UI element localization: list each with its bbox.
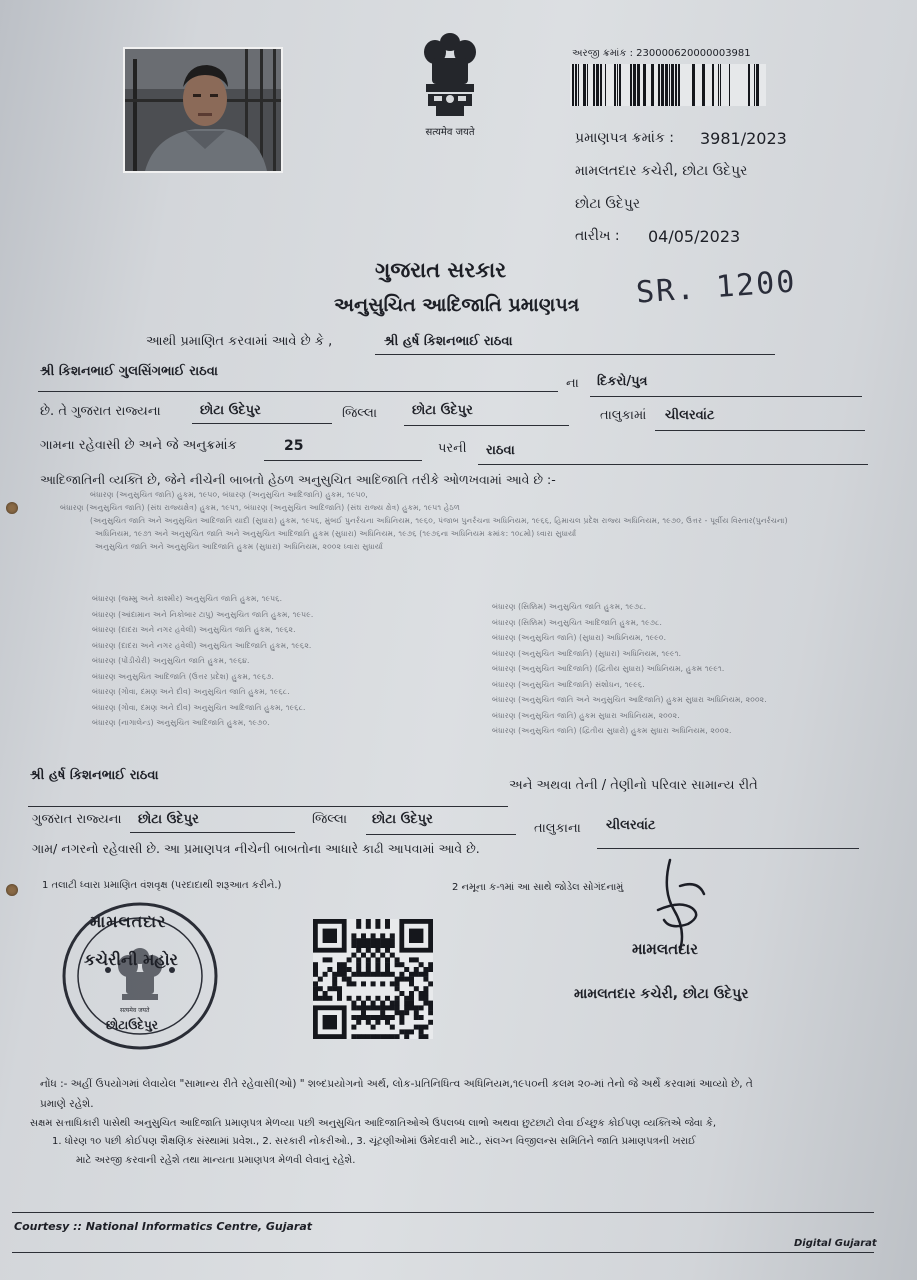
orders-left xyxy=(92,594,472,734)
barcode-bar xyxy=(614,64,616,106)
underline xyxy=(366,834,516,835)
underline xyxy=(130,832,295,833)
orders-top xyxy=(40,490,880,555)
note-line-5: માટે અરજી કરવાની રહેશે તથા માન્યતા પ્રમાણપત્ર મેળવી લેવાનું રહેશે. xyxy=(76,1155,356,1166)
order-line: બંધારણ (અનુસુચિત જાતિ) હુકમ સુધારા અધિનિયમ, ૨૦૦૨. xyxy=(492,710,680,720)
order-line: બંધારણ (પોંડીચેરી) અનુસુચિત જાતિ હુકમ, ૧૯૬૪. xyxy=(92,656,250,665)
order-line: બંધારણ (અનુસુચિત જાતિ) (સંઘ રાજ્યક્ષેત્ર) હુકમ, ૧૯૫૧, બંધારણ (અનુસુચિત આદિજાતિ) (સંઘ રાજ્ય ક્ષેત્ર) હુકમ, ૧૯૫૧ હેઠળ xyxy=(60,503,461,512)
office-seal xyxy=(60,900,220,1052)
order-line: બંધારણ (સિક્કિમ) અનુસુચિત જાતિ હુકમ, ૧૯૭૮. xyxy=(492,602,647,611)
barcode-bar xyxy=(718,64,719,106)
order-line: (અનુસુચિત જાતિ અને અનુસુચિત આદિજાતિ યાદી (સુધારા) હુકમ, ૧૯૫૬, મુંબઈ પુનર્રચના અધિનિયમ, ૧૯૬૦, પંજાબ પુનર્રચના અધિનિયમ, ૧૯૬૬, હિમાચલ પ્રદેશ રાજ્ય અધિનિયમ, ૧૯૭૦, ઉત્તર - પૂર્વીય વિસ્તાર(પુનર્રચના) xyxy=(90,516,788,525)
note-line-3: સક્ષમ સત્તાધિકારી પાસેથી અનુસુચિત આદિજાતિ પ્રમાણપત્ર મેળવ્યા પછી અનુસુચિત આદિજાતિઓએ ઉપલબ્ધ લાભો અથવા છુટછાટો લેવા ઈચ્છુક કોઈપણ વ્યક્તિએ જેવા કે, xyxy=(30,1118,717,1129)
village: છોટા ઉદેપુર xyxy=(200,403,261,418)
barcode-bar xyxy=(756,64,759,106)
barcode-bar xyxy=(617,64,618,106)
order-line: બંધારણ (અનુસુચિત જાતિ અને અનુસુચિત આદિજાતિ) હુકમ સુધારા અધિનિયમ, ૨૦૦૨. xyxy=(492,695,767,704)
barcode-bar xyxy=(671,64,674,106)
barcode-bar xyxy=(596,64,599,106)
emblem-motto: सत्यमेव जयते xyxy=(425,127,475,138)
certificate-title: અનુસુચિત આદિજાતિ પ્રમાણપત્ર xyxy=(334,294,580,316)
note-line-1: નોંધ :- અહીં ઉપયોગમાં લેવાયેલ "સામાન્ય રીતે રહેવાસી(ઓ) " શબ્દપ્રયોગનો અર્થ, લોક-પ્રતિનિધિત્વ અધિનિયમ,૧૯૫૦ની કલમ ૨૦-માં તેનો જે અર્થે કરવામાં આવ્યો છે, તે xyxy=(40,1078,753,1090)
barcode-bar xyxy=(702,64,705,106)
order-line: બંધારણ (અનુસુચિત આદિજાતિ) (દ્વિતીય સુધારા) અધિનિયમ, હુકમ ૧૯૯૧. xyxy=(492,664,725,673)
barcode-bar xyxy=(583,64,586,106)
underline xyxy=(478,464,868,465)
seal-top-text: મામલતદાર xyxy=(90,912,167,931)
certificate-number-label: પ્રમાણપત્ર ક્રમાંક : xyxy=(575,130,675,146)
lion-capital-icon xyxy=(408,28,492,120)
family-text: અને અથવા તેની / તેણીનો પરિવાર સામાન્ય રીતે xyxy=(509,778,758,793)
barcode-bar xyxy=(678,64,680,106)
father-name: શ્રી કિશનભાઈ ગુલસિંગભાઈ રાઠવા xyxy=(40,364,218,379)
district2: છોટા ઉદેપુર xyxy=(372,812,433,827)
underline xyxy=(590,396,862,397)
taluka2-label: તાલુકાના xyxy=(534,821,581,836)
district: છોટા ઉદેપુર xyxy=(412,403,473,418)
order-line: બંધારણ (આંદામાન અને નિકોબાર ટાપુ) અનુસુચિત જાતિ હુકમ, ૧૯૫૯. xyxy=(92,609,314,619)
barcode-bar xyxy=(587,64,588,106)
basis-1: 1 તલાટી ધ્વારા પ્રમાણિત વંશવૃક્ષ (પરદાદાથી શરૂઆત કરીને.) xyxy=(42,880,282,891)
barcode-bar xyxy=(578,64,579,106)
issuing-place: છોટા ઉદેપુર xyxy=(575,196,641,212)
issue-text: ગામ/ નગરનો રહેવાસી છે. આ પ્રમાણપત્ર નીચેની બાબતોના આધારે કાઢી આપવામાં આવે છે. xyxy=(32,841,480,856)
basis-2: 2 નમૂના ક-૧માં આ સાથે જોડેલ સોગંદનામું xyxy=(452,882,624,893)
district-label: જિલ્લા xyxy=(342,406,378,421)
district2-label: જિલ્લા xyxy=(312,812,348,827)
underline xyxy=(28,806,508,807)
barcode xyxy=(570,64,766,106)
barcode-bar xyxy=(575,64,577,106)
barcode-bar xyxy=(643,64,646,106)
state-label: છે. તે ગુજરાત રાજ્યના xyxy=(40,404,161,419)
barcode-bar xyxy=(675,64,677,106)
national-emblem xyxy=(408,28,492,136)
order-line: બંધારણ (સિક્કિમ) અનુસુચિત આદિજાતિ હુકમ, ૧૯૭૮. xyxy=(492,617,663,627)
barcode-bar xyxy=(651,64,654,106)
barcode-bar xyxy=(720,64,721,106)
note-line-2: પ્રમાણે રહેશે. xyxy=(40,1098,94,1110)
serial-number: 25 xyxy=(284,438,304,454)
order-line: બંધારણ અનુસુચિત આદિજાતિ (ઉત્તર પ્રદેશ) હુકમ, ૧૯૬૭. xyxy=(92,671,275,681)
order-line: બંધારણ (ગોવા, દમણ અને દીવ) અનુસુચિત આદિજાતિ હુકમ, ૧૯૬૮. xyxy=(92,702,306,712)
order-line: બંધારણ (દાદરા અને નગર હવેલી) અનુસુચિત આદિજાતિ હુકમ, ૧૯૬૨. xyxy=(92,640,312,650)
underline xyxy=(375,354,775,355)
underline xyxy=(264,460,422,461)
issue-date: 04/05/2023 xyxy=(648,227,741,246)
of-label: ના xyxy=(566,376,579,391)
punch-hole xyxy=(6,884,18,896)
seal-middle-text: કચેરીની મહોર xyxy=(84,950,178,969)
footer-rule-bottom xyxy=(12,1252,874,1253)
resident-text: ગામના રહેવાસી છે અને જે અનુક્રમાંક xyxy=(40,438,237,453)
punch-hole xyxy=(6,502,18,514)
date-label: તારીખ : xyxy=(575,228,620,244)
state2-label: ગુજરાત રાજ્યના xyxy=(32,812,122,827)
qr-code xyxy=(313,919,433,1039)
footer-rule xyxy=(12,1212,874,1213)
underline xyxy=(192,423,332,424)
barcode-bar xyxy=(600,64,602,106)
taluka: ચીલરવાંટ xyxy=(665,408,715,423)
taluka2: ચીલરવાંટ xyxy=(606,818,656,833)
barcode-bar xyxy=(633,64,636,106)
barcode-bar xyxy=(754,64,755,106)
barcode-bar xyxy=(665,64,668,106)
seal-motto: सत्यमेव जयते xyxy=(120,1007,150,1014)
signatory-office: મામલતદાર કચેરી, છોટા ઉદેપુર xyxy=(574,986,749,1002)
village2: છોટા ઉદેપુર xyxy=(138,812,199,827)
handwritten-reference: SR. 1200 xyxy=(634,264,798,311)
courtesy-text: Courtesy :: National Informatics Centre, Gujarat xyxy=(14,1220,313,1233)
barcode-bar xyxy=(605,64,606,106)
taluka-label: તાલુકામાં xyxy=(600,408,647,423)
issuing-office: મામલતદાર કચેરી, છોટા ઉદેપુર xyxy=(575,163,748,179)
application-number: અરજી ક્રમાંક : 230000620000003981 xyxy=(572,48,751,59)
certificate-number: 3981/2023 xyxy=(700,129,787,148)
order-line: બંધારણ (જમ્મુ અને કાશ્મીર) અનુસુચિત જાતિ હુકમ, ૧૯૫૬. xyxy=(92,594,283,603)
underline xyxy=(597,848,859,849)
order-line: બંધારણ (ગોવા, દમણ અને દીવ) અનુસુચિત જાતિ હુકમ, ૧૯૬૮. xyxy=(92,687,290,696)
barcode-bar xyxy=(692,64,695,106)
order-line: બંધારણ (અનુસુચિત જાતિ) હુકમ, ૧૯૫૦, બંધારણ (અનુસુચિત આદિજાતિ) હુકમ, ૧૯૫૦, xyxy=(90,490,368,499)
barcode-bar xyxy=(593,64,595,106)
parni-label: પરની xyxy=(438,441,467,456)
barcode-bar xyxy=(669,64,670,106)
barcode-bar xyxy=(661,64,664,106)
tribe-text: આદિજાતિની વ્યક્તિ છે, જેને નીચેની બાબતો હેઠળ અનુસુચિત આદિજાતિ તરીકે ઓળખવામાં આવે છે :- xyxy=(40,472,556,487)
applicant-name-repeat: શ્રી હર્ષ કિશનભાઈ રાઠવા xyxy=(30,768,159,783)
barcode-bar xyxy=(748,64,750,106)
certify-text: આથી પ્રમાણિત કરવામાં આવે છે કે , xyxy=(146,334,333,349)
brand-text: Digital Gujarat xyxy=(794,1238,877,1249)
signatory-title: મામલતદાર xyxy=(632,940,698,958)
order-line: બંધારણ (અનુસુચિત જાતિ) (સુધારા) અધિનિયમ, ૧૯૯૦. xyxy=(492,633,667,642)
underline xyxy=(38,391,558,392)
applicant-name: શ્રી હર્ષ કિશનભાઈ રાઠવા xyxy=(384,334,513,349)
barcode-bar xyxy=(630,64,632,106)
barcode-bar xyxy=(658,64,660,106)
orders-right xyxy=(492,602,882,742)
order-line: બંધારણ (અનુસુચિત આદિજાતિ) સંશોધન, ૧૯૯૬. xyxy=(492,679,645,689)
seal-bottom-text: છોટાઉદેપુર xyxy=(106,1018,158,1032)
barcode-bar xyxy=(712,64,714,106)
barcode-bar xyxy=(619,64,621,106)
note-line-4: 1. ધોરણ ૧૦ પછી કોઈપણ શૈક્ષણિક સંસ્થામાં પ્રવેશ., 2. સરકારી નોકરીઓ., 3. ચૂંટણીઓમાં ઉમેદવારી માટે., સંલગ્ન વિજીલન્સ સમિતિને જાતિ પ્રમાણપત્રની ખરાઈ xyxy=(52,1136,696,1147)
caste: રાઠવા xyxy=(486,443,515,458)
order-line: અધિનિયમ, ૧૯૭૧ અને અનુસુચિત જાતિ અને અનુસુચિત આદિજાતિ હુકમ (સુધારા) અધિનિયમ, ૧૯૭૬ (૧૯૭૬ના અધિનિયમ ક્રમાંક: ૧૦૮મો) ધ્વારા સુધાર્યા xyxy=(95,529,577,538)
order-line: બંધારણ (અનુસુચિત આદિજાતિ) (સુધારા) અધિનિયમ, ૧૯૯૧. xyxy=(492,648,682,658)
underline xyxy=(404,425,569,426)
barcode-bar xyxy=(729,64,730,106)
government-title: ગુજરાત સરકાર xyxy=(375,258,507,282)
order-line: અનુસુચિત જાતિ અને અનુસુચિત આદિજાતિ હુકમ (સુધારા) અધિનિયમ, ૨૦૦૨ ધ્વારા સુધાર્યા xyxy=(95,542,384,551)
underline xyxy=(655,430,865,431)
order-line: બંધારણ (દાદરા અને નગર હવેલી) અનુસુચિત જાતિ હુકમ, ૧૯૬૨. xyxy=(92,625,296,634)
barcode-bar xyxy=(572,64,574,106)
applicant-photo xyxy=(123,47,283,173)
order-line: બંધારણ (નાગાલેન્ડ) અનુસુચિત આદિજાતિ હુકમ, ૧૯૭૦. xyxy=(92,718,270,727)
relation: દિકરો/પુત્ર xyxy=(597,374,648,389)
order-line: બંધારણ (અનુસુચિત જાતિ) (દ્વિતીય સુધારો) હુકમ સુધારા અધિનિયમ, ૨૦૦૨. xyxy=(492,726,732,735)
barcode-bar xyxy=(637,64,640,106)
